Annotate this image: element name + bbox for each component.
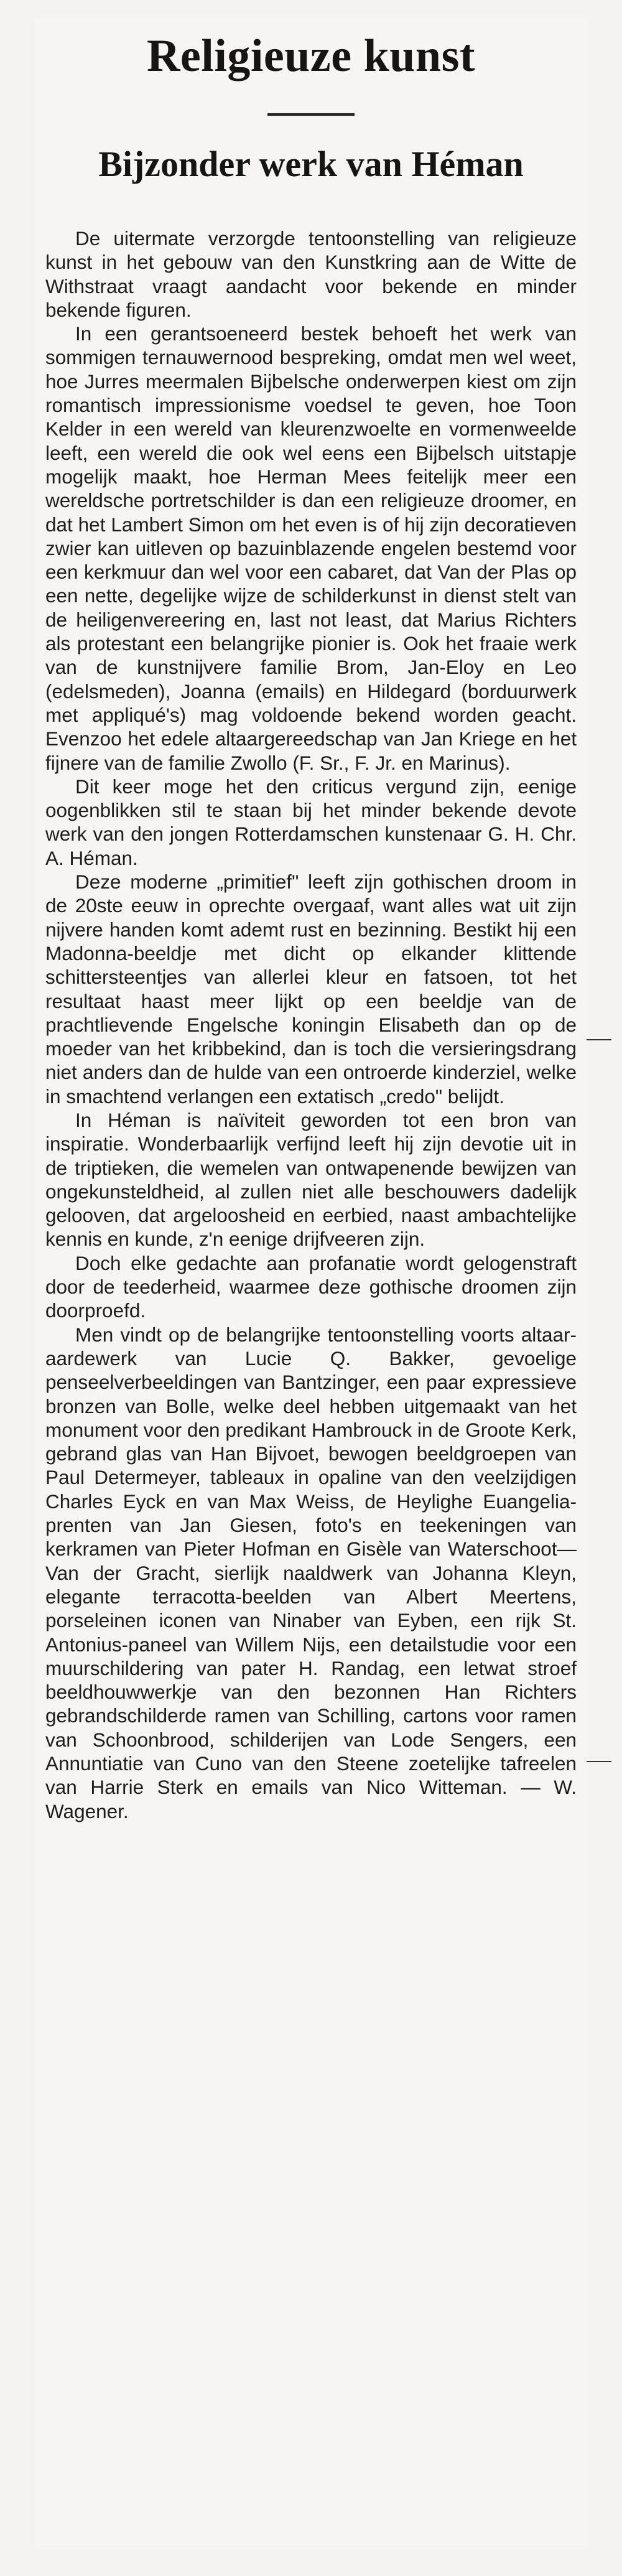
article-body [34,226,588,1823]
article-paragraph: In een gerantsoeneerd bestek behoeft het werk van sommigen ternauwernood bespreking, omdat men wel weet, hoe Jurres meermalen Bijbelsche onderwerpen kiest om zijn romantisch impressionisme voedsel te geven, hoe Toon Kelder in een wereld van kleurenzwoelte en vormenweelde leeft, een wereld die ook wel eens een Bijbelsch uitstapje mogelijk maakt, hoe Herman Mees feitelijk meer een wereldsche portretschilder is dan een religieuze droomer, en dat het Lambert Simon om het even is of hij zijn decoratieven zwier kan uitleven op bazuinblazende engelen bestemd voor een kerkmuur dan wel voor een cabaret, dat Van der Plas op een nette, degelijke wijze de schilderkunst in dienst stelt van de heiligenvereering en, last not least, dat Marius Richters als protestant een belangrijke pionier is. Ook het fraaie werk van de kunstnijvere familie Brom, Jan-Eloy en Leo (edelsmeden), Joanna (emails) en Hildegard (borduurwerk met appliqué's) mag voldoende bekend worden geacht. Evenzoo het edele altaargereedschap van Jan Kriege en het fijnere van de familie Zwollo (F. Sr., F. Jr. en Marinus). [45,322,577,774]
article-paragraph: De uitermate verzorgde tentoonstelling van religieuze kunst in het gebouw van den Kunstkring aan de Witte de Withstraat vraagt aandacht voor bekende en minder bekende figuren. [45,227,577,321]
article-paragraph: Men vindt op de belangrijke tentoonstelling voorts altaar-aardewerk van Lucie Q. Bakker, gevoelige penseelverbeeldingen van Bantzinger, een paar expressieve bronzen van Bolle, welke deel hebben uitgemaakt van het monument voor den predikant Hambrouck in de Groote Kerk, gebrand glas van Han Bijvoet, bewogen beeldgroepen van Paul Determeyer, tableaux in opaline van den veelzijdigen Charles Eyck en van Max Weiss, de Heylighe Euangelia-prenten van Jan Giesen, foto's en teekeningen van kerkramen van Pieter Hofman en Gisèle van Waterschoot—Van der Gracht, sierlijk naaldwerk van Johanna Kleyn, elegante terracotta-beelden van Albert Meertens, porseleinen iconen van Ninaber van Eyben, een rijk St. Antonius-paneel van Willem Nijs, een detailstudie voor een muurschildering van pater H. Randag, een letwat stroef beeldhouwwerkje van den bezonnen Han Richters gebrandschilderde ramen van Schilling, cartons voor ramen van Schoonbrood, schilderijen van Lode Sengers, een Annuntiatie van Cuno van den Steene zoetelijke tafreelen van Harrie Sterk en emails van Nico Witteman. — W. Wagener. [45,1323,577,1822]
newspaper-clipping [34,19,588,2545]
title-divider [267,113,355,116]
article-subtitle: Bijzonder werk van Héman [98,144,524,184]
article-paragraph: Doch elke gedachte aan profanatie wordt gelogenstraft door de teederheid, waarmee deze gothische droomen zijn doorproefd. [45,1251,577,1322]
article-paragraph: Deze moderne „primitief" leeft zijn gothischen droom in de 20ste eeuw in oprechte overgaaf, want alles wat uit zijn nijvere handen komt ademt rust en bezinning. Bestikt hij een Madonna-beeldje met dicht op elkander klittende schittersteentjes van allerlei kleur en fatsoen, tot het resultaat haast meer lijkt op een beeldje van de prachtlievende Engelsche koningin Elisabeth dan op de moeder van het kribbekind, dan is toch die versieringsdrang niet anders dan de hulde van een ontroerde kinderziel, welke in smachtend verlangen een extatisch „credo" belijdt. [45,870,577,1108]
margin-mark [587,1761,611,1762]
article-paragraph: Dit keer moge het den criticus vergund zijn, eenige oogenblikken stil te staan bij het minder bekende devote werk van den jongen Rotterdamschen kunstenaar G. H. Chr. A. Héman. [45,775,577,869]
margin-mark [587,1039,611,1040]
article-title: Religieuze kunst [146,30,476,82]
article-paragraph: In Héman is naïviteit geworden tot een bron van inspiratie. Wonderbaarlijk verfijnd leeft hij zijn devotie uit in de triptieken, die wemelen van ontwapenende bewijzen van ongekunsteldheid, al zullen niet alle beschouwers dadelijk gelooven, dat argeloosheid en eerbied, naast ambachtelijke kennis en kunde, z'n eenige drijfveeren zijn. [45,1108,577,1251]
